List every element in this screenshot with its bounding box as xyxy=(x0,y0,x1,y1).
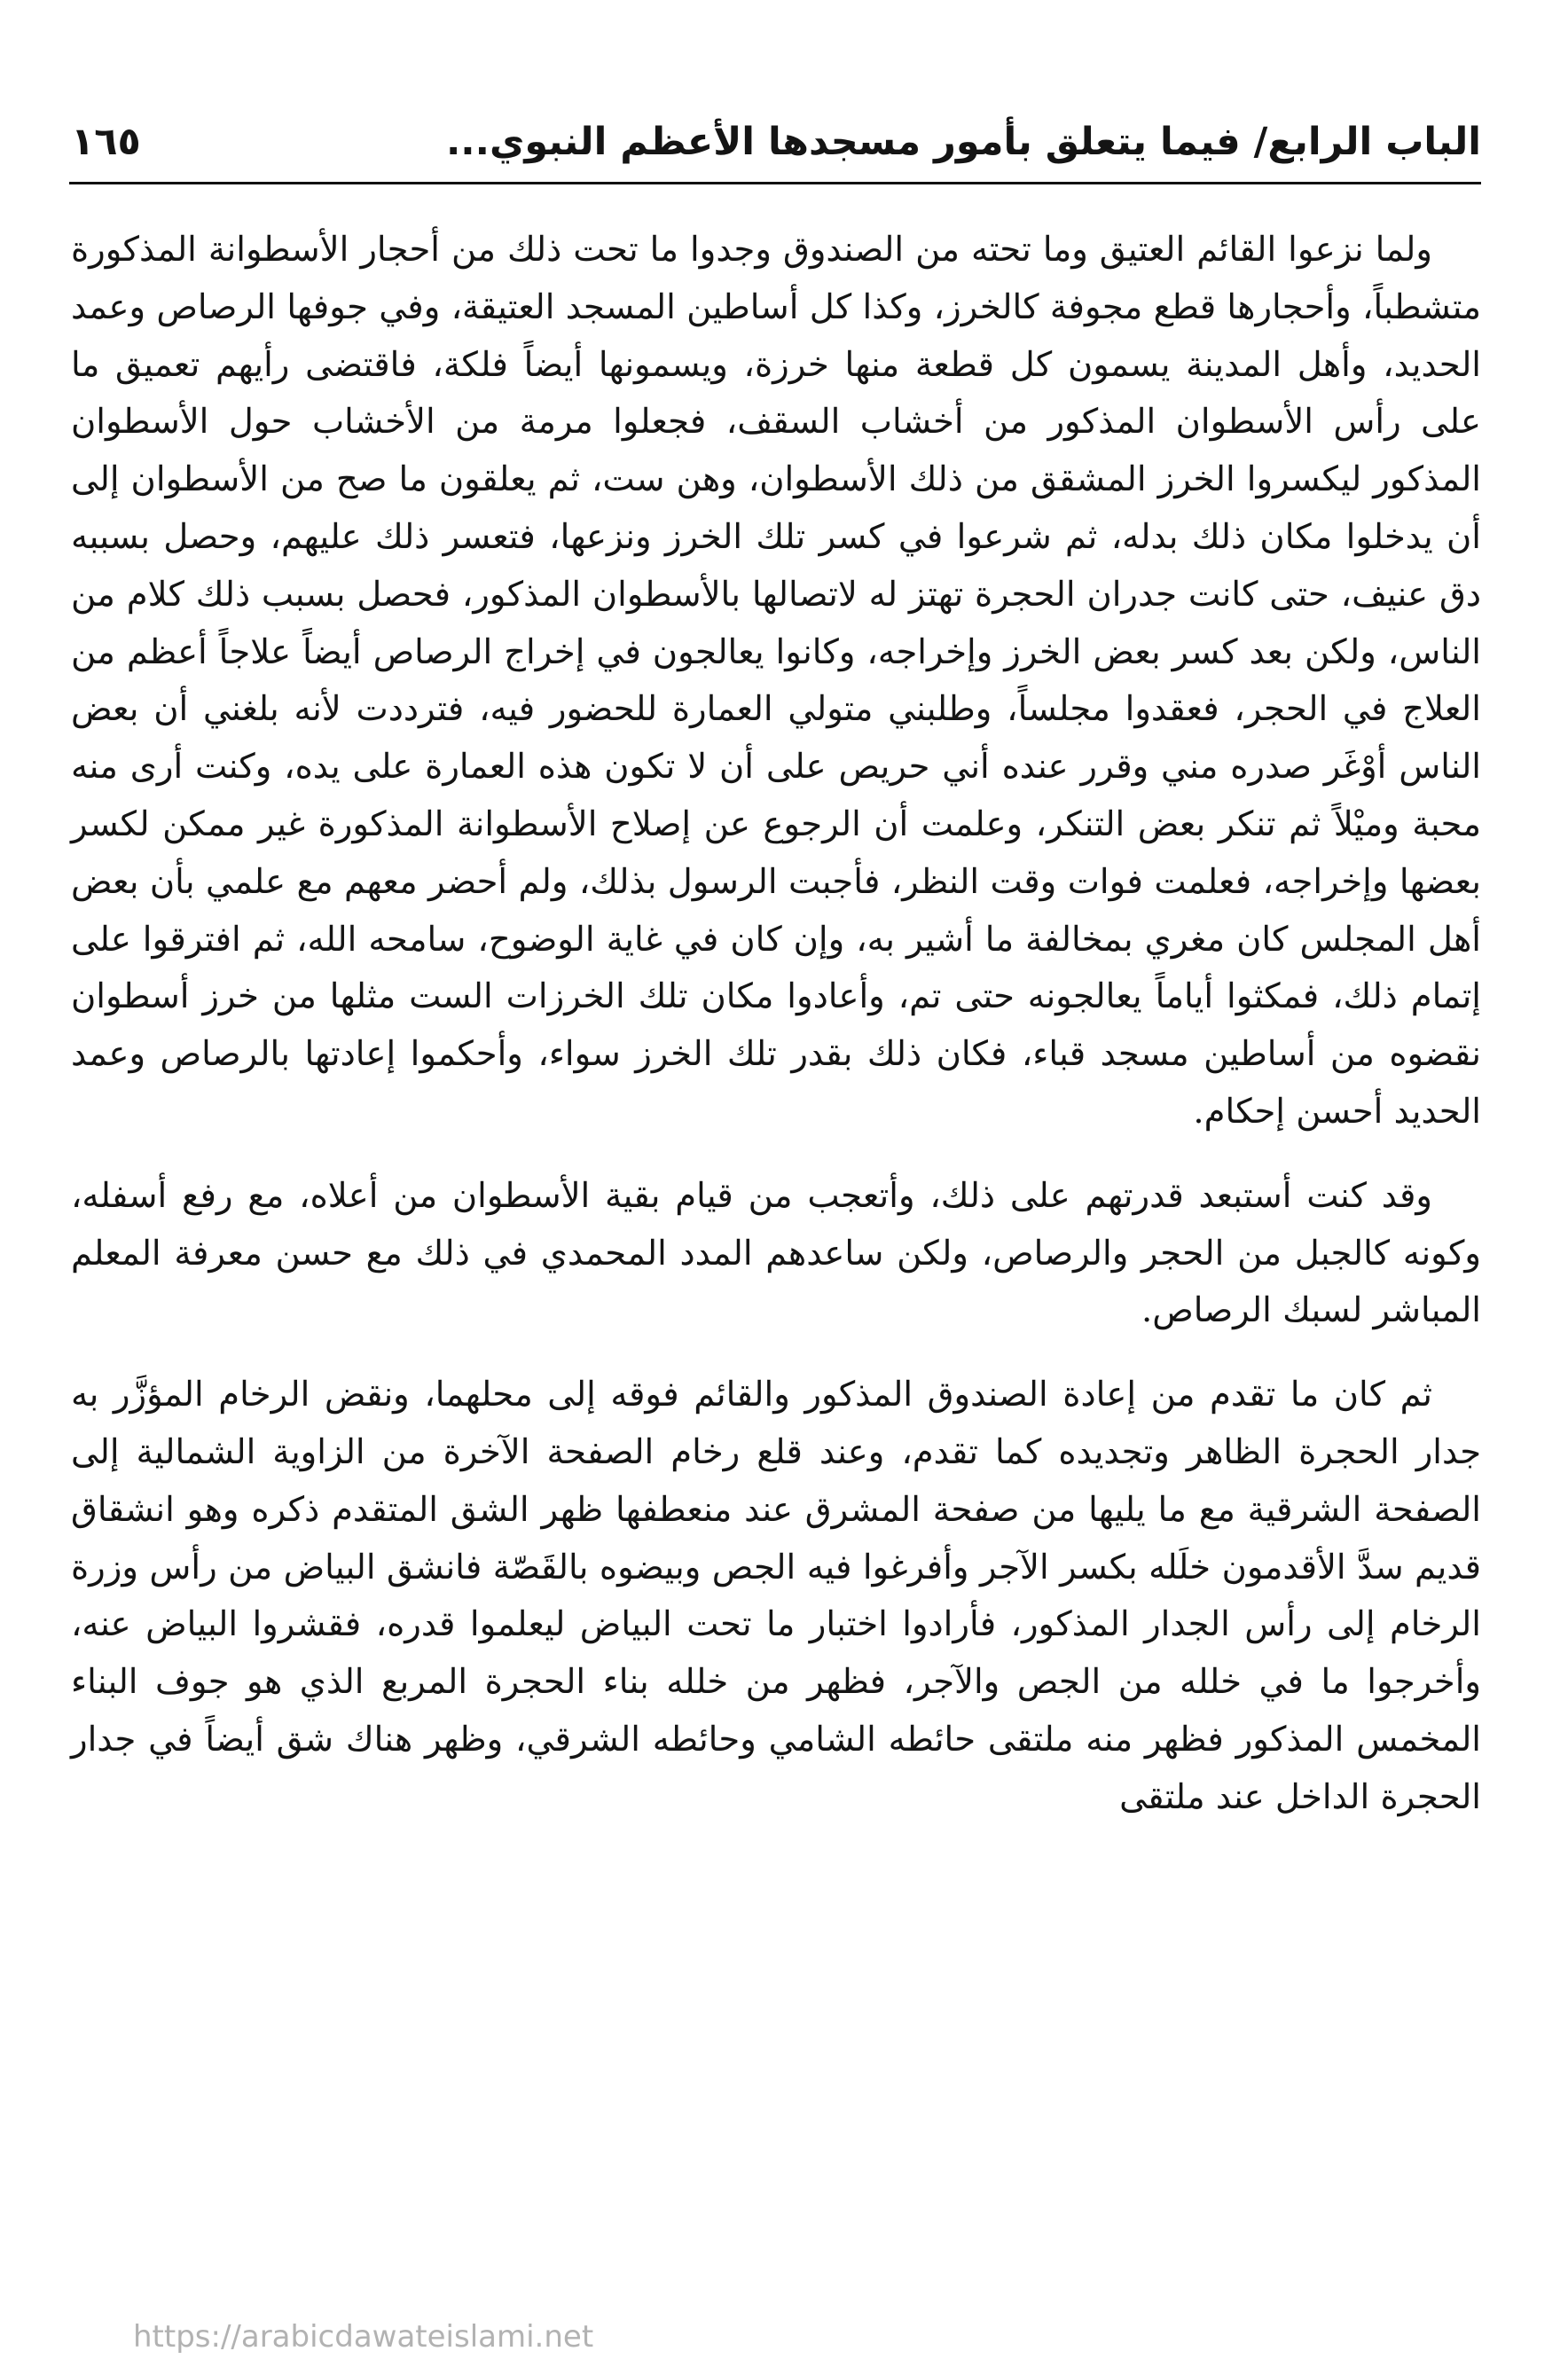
paragraph-2: وقد كنت أستبعد قدرتهم على ذلك، وأتعجب من قيام بقية الأسطوان من أعلاه، مع رفع أسفله، وكونه كالجبل من الحجر والرصاص، ولكن ساعدهم المدد المحمدي في ذلك مع حسن معرفة المعلم المباشر لسبك الرصاص. xyxy=(71,1175,1481,1331)
header-divider xyxy=(69,182,1481,184)
page-header xyxy=(71,111,1481,182)
page-number: ١٦٥ xyxy=(71,120,141,164)
paragraph-3: ثم كان ما تقدم من إعادة الصندوق المذكور والقائم فوقه إلى محلهما، ونقض الرخام المؤزَّر به جدار الحجرة الظاهر وتجديده كما تقدم، وعند قلع رخام الصفحة الآخرة من الزاوية الشمالية إلى الصفحة الشرقية مع ما يليها من صفحة المشرق عند منعطفها ظهر الشق المتقدم ذكره وهو انشقاق قديم سدَّ الأقدمون خلَله بكسر الآجر وأفرغوا فيه الجص وبيضوه بالقَصّة فانشق البياض من رأس وزرة الرخام إلى رأس الجدار المذكور، فأرادوا اختبار ما تحت البياض ليعلموا قدره، فقشروا البياض عنه، وأخرجوا ما في خلله من الجص والآجر، فظهر من خلله بناء الحجرة المربع الذي هو جوف البناء المخمس المذكور فظهر منه ملتقى حائطه الشامي وحائطه الشرقي، وظهر هناك شق أيضاً في جدار الحجرة الداخل عند ملتقى xyxy=(71,1375,1481,1817)
running-title: الباب الرابع/ فيما يتعلق بأمور مسجدها الأعظم النبوي... xyxy=(445,120,1481,164)
watermark-url: https://arabicdawateislami.net xyxy=(133,2319,594,2355)
body-text xyxy=(71,222,1481,1827)
paragraph-1: ولما نزعوا القائم العتيق وما تحته من الصندوق وجدوا ما تحت ذلك من أحجار الأسطوانة المذكورة متشطباً، وأحجارها قطع مجوفة كالخرز، وكذا كل أساطين المسجد العتيقة، وفي جوفها الرصاص وعمد الحديد، وأهل المدينة يسمون كل قطعة منها خرزة، ويسمونها أيضاً فلكة، فاقتضى رأيهم تعميق ما على رأس الأسطوان المذكور من أخشاب السقف، فجعلوا مرمة من الأخشاب حول الأسطوان المذكور ليكسروا الخرز المشقق من ذلك الأسطوان، وهن ست، ثم يعلقون ما صح من الأسطوان إلى أن يدخلوا مكان ذلك بدله، ثم شرعوا في كسر تلك الخرز ونزعها، فتعسر ذلك عليهم، وحصل بسببه دق عنيف، حتى كانت جدران الحجرة تهتز له لاتصالها بالأسطوان المذكور، فحصل بسبب ذلك كلام من الناس، ولكن بعد كسر بعض الخرز وإخراجه، وكانوا يعالجون في إخراج الرصاص أيضاً علاجاً أعظم من العلاج في الحجر، فعقدوا مجلساً، وطلبني متولي العمارة للحضور فيه، فترددت لأنه بلغني أن بعض الناس أوْغَر صدره مني وقرر عنده أني حريص على أن لا تكون هذه العمارة على يده، وكنت أرى منه محبة وميْلاً ثم تنكر بعض التنكر، وعلمت أن الرجوع عن إصلاح الأسطوانة المذكورة غير ممكن لكسر بعضها وإخراجه، فعلمت فوات وقت النظر، فأجبت الرسول بذلك، ولم أحضر معهم مع علمي بأن بعض أهل المجلس كان مغري بمخالفة ما أشير به، وإن كان في غاية الوضوح، سامحه الله، ثم افترقوا على إتمام ذلك، فمكثوا أياماً يعالجونه حتى تم، وأعادوا مكان تلك الخرزات الست مثلها من خرز أسطوان نقضوه من أساطين مسجد قباء، فكان ذلك بقدر تلك الخرز سواء، وأحكموا إعادتها بالرصاص وعمد الحديد أحسن إحكام. xyxy=(71,230,1481,1132)
